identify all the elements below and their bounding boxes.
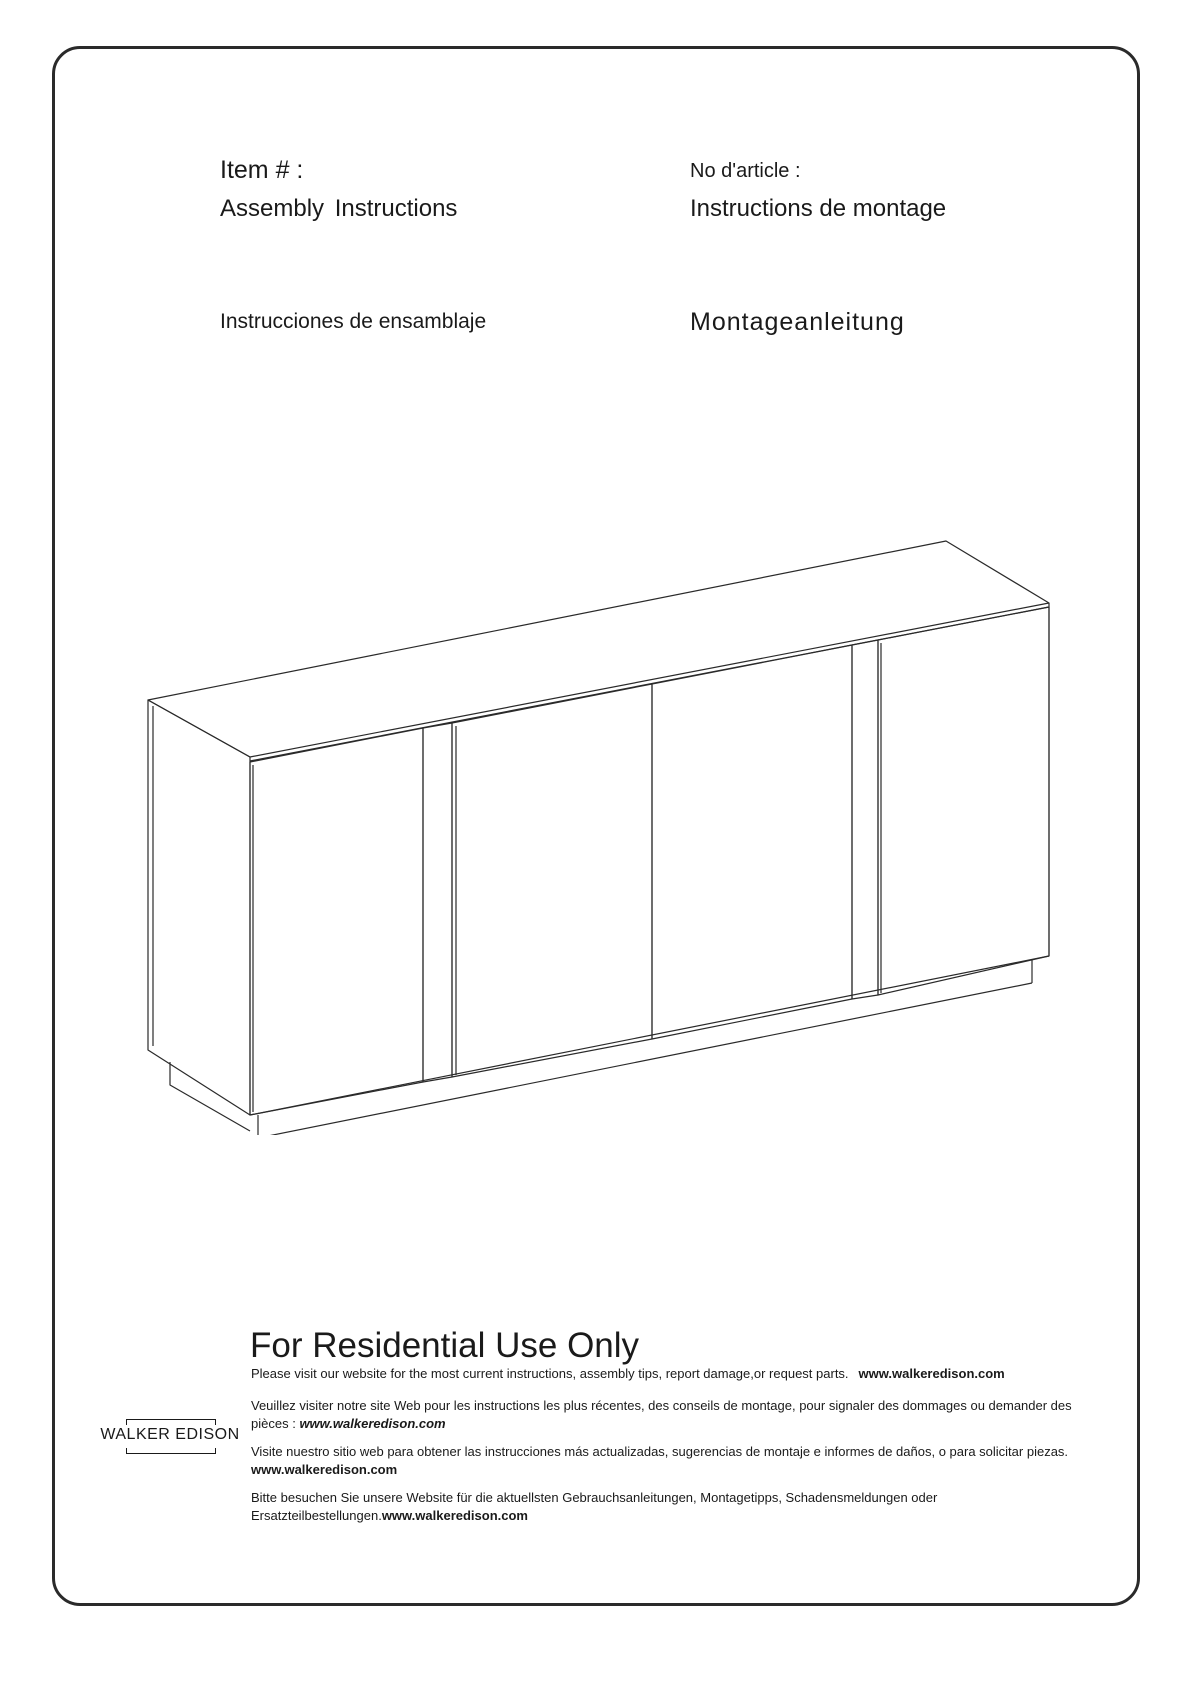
- website-link-es[interactable]: www.walkeredison.com: [251, 1462, 398, 1477]
- sideboard-illustration: [140, 535, 1060, 1135]
- instructions-es: [251, 1443, 1109, 1479]
- residential-use-heading: For Residential Use Only: [250, 1326, 640, 1365]
- assembly-title-es: Instrucciones de ensamblaje: [220, 310, 487, 333]
- door-gap-1: [423, 723, 452, 1082]
- website-link-de[interactable]: www.walkeredison.com: [381, 1508, 528, 1523]
- logo-text: WALKER EDISON: [100, 1426, 240, 1443]
- door-4: [878, 607, 1049, 995]
- instructions-fr: [251, 1397, 1109, 1433]
- assembly-title-de: Montageanleitung: [690, 308, 905, 336]
- instructions-fr-text: Veuillez visiter notre site Web pour les instructions les plus récentes, des conseils de montage, pour signaler des dommages ou demander des pièces :: [251, 1398, 1072, 1431]
- top-surface: [148, 541, 1049, 757]
- instructions-en: [251, 1365, 1109, 1383]
- door-2: [452, 684, 652, 1077]
- instructions-de: [251, 1489, 1109, 1525]
- door-1: [250, 728, 423, 1115]
- instructions-en-text: Please visit our website for the most current instructions, assembly tips, report damage,or request parts.: [251, 1366, 849, 1381]
- logo-bracket-top: [126, 1419, 216, 1425]
- instructions-de-text: Bitte besuchen Sie unsere Website für die aktuellsten Gebrauchsanleitungen, Montagetipps, Schadensmeldungen oder Ersatzteilbestellungen.: [251, 1490, 938, 1523]
- item-number-label-en: Item # :: [220, 156, 304, 184]
- base-front-bottom: [258, 983, 1032, 1135]
- left-side-panel: [148, 700, 250, 1115]
- door-gap-2: [852, 640, 878, 999]
- door-3: [652, 645, 852, 1039]
- instructions-es-text: Visite nuestro sitio web para obtener las instrucciones más actualizadas, sugerencias de montaje e informes de daños, o para solicitar piezas.: [251, 1444, 1069, 1459]
- walker-edison-logo: [100, 1417, 240, 1457]
- item-number-label-fr: No d'article :: [690, 160, 801, 182]
- base-front-top: [250, 956, 1049, 1115]
- assembly-title-en: Assembly Instructions: [220, 195, 458, 222]
- website-link-en[interactable]: www.walkeredison.com: [858, 1366, 1005, 1381]
- website-link-fr[interactable]: www.walkeredison.com: [299, 1416, 446, 1431]
- assembly-title-fr: Instructions de montage: [690, 195, 947, 222]
- logo-bracket-bottom: [126, 1448, 216, 1454]
